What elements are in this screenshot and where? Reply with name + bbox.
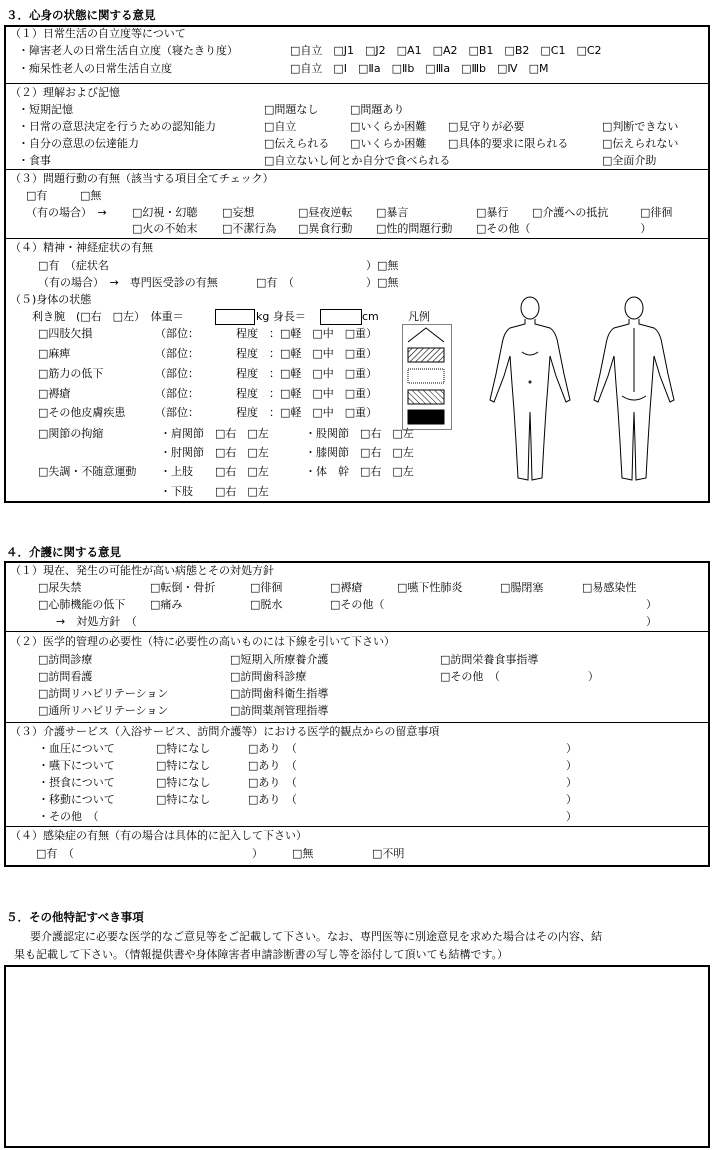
height-input[interactable] xyxy=(320,309,362,325)
skin-disease-degree[interactable]: 程度 ：□軽 □中 □重） xyxy=(236,406,378,419)
behavior-unclean[interactable]: □不潔行為 xyxy=(222,222,277,235)
ataxia-label[interactable]: □失調・不随意運動 xyxy=(38,465,137,478)
q2-heading: （２）理解および記憶 xyxy=(10,86,120,99)
cond-dehydration[interactable]: □脱水 xyxy=(250,598,283,611)
cognition-label: ・日常の意思決定を行うための認知能力 xyxy=(18,120,216,133)
treatment-policy-close: ） xyxy=(646,615,657,628)
section5-instruction-2: 果も記載して下さい。（情報提供書や身体障害者申請診断書の写し等を添付して頂いても結構です。） xyxy=(14,948,509,961)
cond-wandering[interactable]: □徘徊 xyxy=(250,581,283,594)
legend-title: 凡例 xyxy=(408,310,430,323)
behavior-pica[interactable]: □異食行動 xyxy=(298,222,353,235)
infection-yes-close: ） xyxy=(252,847,263,860)
limb-loss-degree[interactable]: 程度 ：□軽 □中 □重） xyxy=(236,327,378,340)
mgmt-dental[interactable]: □訪問歯科診療 xyxy=(230,670,307,683)
notice-moving-label: ・移動について xyxy=(38,793,115,806)
dementia-options[interactable]: □自立 □Ⅰ □Ⅱa □Ⅱb □Ⅲa □Ⅲb □Ⅳ □M xyxy=(290,62,549,75)
contracture-hip[interactable]: ・股関節 □右 □左 xyxy=(305,427,414,440)
mgmt-nursing[interactable]: □訪問看護 xyxy=(38,670,93,683)
handedness-weight-label[interactable]: 利き腕 (□右 □左） 体重＝ xyxy=(32,310,184,323)
communication-label: ・自分の意思の伝達能力 xyxy=(18,137,139,150)
behavior-yes[interactable]: □有 xyxy=(26,189,48,202)
mgmt-pharmacy[interactable]: □訪問薬剤管理指導 xyxy=(230,704,329,717)
infection-no[interactable]: □無 xyxy=(292,847,314,860)
paralysis-part: （部位： xyxy=(155,347,199,360)
contracture-elbow[interactable]: ・肘関節 □右 □左 xyxy=(160,446,269,459)
section5-title: ５．その他特記すべき事項 xyxy=(6,910,144,924)
care-q4-heading: （４）感染症の有無（有の場合は具体的に記入して下さい） xyxy=(10,829,307,842)
notice-bp-label: ・血圧について xyxy=(38,742,115,755)
bedridden-options[interactable]: □自立 □J1 □J2 □A1 □A2 □B1 □B2 □C1 □C2 xyxy=(290,44,602,57)
behavior-hallucination[interactable]: □幻視・幻聴 xyxy=(132,206,198,219)
notice-bp-none[interactable]: □特になし xyxy=(156,742,211,755)
weakness-part: （部位： xyxy=(155,367,199,380)
limb-loss-part: （部位： xyxy=(155,327,199,340)
meal-a[interactable]: □自立ないし何とか自分で食べられる xyxy=(264,154,451,167)
height-label: kg 身長＝ xyxy=(256,310,306,323)
notice-eating-close: ） xyxy=(566,776,577,789)
mgmt-short-stay[interactable]: □短期入所療養介護 xyxy=(230,653,329,666)
cond-infection[interactable]: □易感染性 xyxy=(582,581,637,594)
behavior-wandering[interactable]: □徘徊 xyxy=(640,206,673,219)
notice-other[interactable]: ・その他 （ xyxy=(38,810,99,823)
skin-disease-part: （部位： xyxy=(155,406,199,419)
infection-yes[interactable]: □有 （ xyxy=(36,847,74,860)
cognition-a[interactable]: □自立 xyxy=(264,120,297,133)
bedsore-part: （部位： xyxy=(155,387,199,400)
cond-other-close: ） xyxy=(646,598,657,611)
skin-disease-label[interactable]: □その他皮膚疾患 xyxy=(38,406,126,419)
bedsore-label[interactable]: □褥瘡 xyxy=(38,387,71,400)
care-q1-heading: （１）現在、発生の可能性が高い病態とその対処方針 xyxy=(10,564,274,577)
notice-bp-close: ） xyxy=(566,742,577,755)
short-memory-label: ・短期記憶 xyxy=(18,103,73,116)
notice-bp-yes[interactable]: □あり （ xyxy=(248,742,297,755)
treatment-policy[interactable]: → 対処方針 （ xyxy=(56,615,137,628)
communication-b[interactable]: □いくらか困難 xyxy=(350,137,427,150)
q1-heading: （１）日常生活の自立度等について xyxy=(10,27,186,40)
notice-swallow-close: ） xyxy=(566,759,577,772)
behavior-other[interactable]: □その他（ ） xyxy=(476,222,652,235)
psych-no[interactable]: ）□無 xyxy=(366,259,399,272)
dementia-label: ・痴呆性老人の日常生活自立度 xyxy=(18,62,172,75)
cognition-d[interactable]: □判断できない xyxy=(602,120,679,133)
paralysis-degree[interactable]: 程度 ：□軽 □中 □重） xyxy=(236,347,378,360)
legend-panel xyxy=(402,324,452,430)
care-q2-heading: （２）医学的管理の必要性（特に必要性の高いものには下線を引いて下さい） xyxy=(10,635,395,648)
section5-instruction-1: 要介護認定に必要な医学的なご意見等をご記載して下さい。なお、専門医等に別途意見を求めた場合はその内容、結 xyxy=(30,930,602,943)
notice-moving-none[interactable]: □特になし xyxy=(156,793,211,806)
meal-label: ・食事 xyxy=(18,154,51,167)
contracture-shoulder[interactable]: ・肩関節 □右 □左 xyxy=(160,427,269,440)
notice-eating-label: ・摂食について xyxy=(38,776,115,789)
mgmt-other[interactable]: □その他 （ ） xyxy=(440,670,599,683)
notice-other-close: ） xyxy=(566,810,577,823)
meal-d[interactable]: □全面介助 xyxy=(602,154,657,167)
communication-c[interactable]: □具体的要求に限られる xyxy=(448,137,569,150)
cond-aspiration[interactable]: □嚥下性肺炎 xyxy=(397,581,463,594)
cond-bedsore[interactable]: □褥瘡 xyxy=(330,581,363,594)
mgmt-day-rehab[interactable]: □通所リハビリテーション xyxy=(38,704,169,717)
bedsore-degree[interactable]: 程度 ：□軽 □中 □重） xyxy=(236,387,378,400)
notice-swallow-none[interactable]: □特になし xyxy=(156,759,211,772)
ataxia-lower[interactable]: ・下肢 □右 □左 xyxy=(160,485,269,498)
body-diagram[interactable] xyxy=(482,292,690,492)
limb-loss-label[interactable]: □四肢欠損 xyxy=(38,327,93,340)
specialist-no[interactable]: ）□無 xyxy=(366,276,399,289)
bedridden-label: ・障害老人の日常生活自立度（寝たきり度） xyxy=(18,44,238,57)
cm-label: cm xyxy=(362,310,379,323)
special-notes-textarea[interactable] xyxy=(4,965,710,1148)
notice-moving-close: ） xyxy=(566,793,577,806)
notice-eating-none[interactable]: □特になし xyxy=(156,776,211,789)
q5-heading: （５)身体の状態 xyxy=(10,293,92,306)
weakness-degree[interactable]: 程度 ：□軽 □中 □重） xyxy=(236,367,378,380)
paralysis-label[interactable]: □麻痺 xyxy=(38,347,71,360)
specialist-yes[interactable]: □有 （ xyxy=(256,276,294,289)
cond-other[interactable]: □その他（ xyxy=(330,598,385,611)
section3-title: ３．心身の状態に関する意見 xyxy=(6,8,156,22)
notice-swallow-yes[interactable]: □あり （ xyxy=(248,759,297,772)
infection-unknown[interactable]: □不明 xyxy=(372,847,405,860)
contracture-label[interactable]: □関節の拘縮 xyxy=(38,427,104,440)
weight-input[interactable] xyxy=(215,309,255,325)
behavior-case: （有の場合） → xyxy=(26,206,107,219)
cond-ileus[interactable]: □腸閉塞 xyxy=(500,581,544,594)
behavior-resistance[interactable]: □介護への抵抗 xyxy=(532,206,609,219)
mgmt-nutrition[interactable]: □訪問栄養食事指導 xyxy=(440,653,539,666)
ataxia-trunk[interactable]: ・体 幹 □右 □左 xyxy=(305,465,414,478)
cond-cardiopulmonary[interactable]: □心肺機能の低下 xyxy=(38,598,126,611)
behavior-day-night[interactable]: □昼夜逆転 xyxy=(298,206,353,219)
q4-heading: （４）精神・神経症状の有無 xyxy=(10,241,153,254)
cond-pain[interactable]: □痛み xyxy=(150,598,183,611)
contracture-knee[interactable]: ・膝関節 □右 □左 xyxy=(305,446,414,459)
cond-fall[interactable]: □転倒・骨折 xyxy=(150,581,216,594)
short-memory-problem[interactable]: □問題あり xyxy=(350,103,405,116)
behavior-violence[interactable]: □暴行 xyxy=(476,206,509,219)
behavior-verbal-abuse[interactable]: □暴言 xyxy=(376,206,409,219)
specialist-case: （有の場合） → 専門医受診の有無 xyxy=(38,276,218,289)
care-q3-heading: （３）介護サービス（入浴サービス、訪問介護等）における医学的観点からの留意事項 xyxy=(10,725,440,738)
notice-moving-yes[interactable]: □あり （ xyxy=(248,793,297,806)
behavior-delusion[interactable]: □妄想 xyxy=(222,206,255,219)
cognition-c[interactable]: □見守りが必要 xyxy=(448,120,525,133)
mgmt-home-visit[interactable]: □訪問診療 xyxy=(38,653,93,666)
weakness-label[interactable]: □筋力の低下 xyxy=(38,367,104,380)
communication-a[interactable]: □伝えられる xyxy=(264,137,330,150)
mgmt-dental-hygiene[interactable]: □訪問歯科衛生指導 xyxy=(230,687,329,700)
notice-swallow-label: ・嚥下について xyxy=(38,759,115,772)
behavior-sexual[interactable]: □性的問題行動 xyxy=(376,222,453,235)
mgmt-home-rehab[interactable]: □訪問リハビリテーション xyxy=(38,687,169,700)
cond-incontinence[interactable]: □尿失禁 xyxy=(38,581,82,594)
behavior-fire[interactable]: □火の不始末 xyxy=(132,222,198,235)
q3-heading: （３）問題行動の有無（該当する項目全てチェック） xyxy=(10,172,274,185)
short-memory-ok[interactable]: □問題なし xyxy=(264,103,319,116)
section4-title: ４．介護に関する意見 xyxy=(6,545,121,559)
cognition-b[interactable]: □いくらか困難 xyxy=(350,120,427,133)
notice-eating-yes[interactable]: □あり （ xyxy=(248,776,297,789)
behavior-no[interactable]: □無 xyxy=(80,189,102,202)
psych-yes[interactable]: □有 （症状名 xyxy=(38,259,109,272)
ataxia-upper[interactable]: ・上肢 □右 □左 xyxy=(160,465,269,478)
communication-d[interactable]: □伝えられない xyxy=(602,137,679,150)
